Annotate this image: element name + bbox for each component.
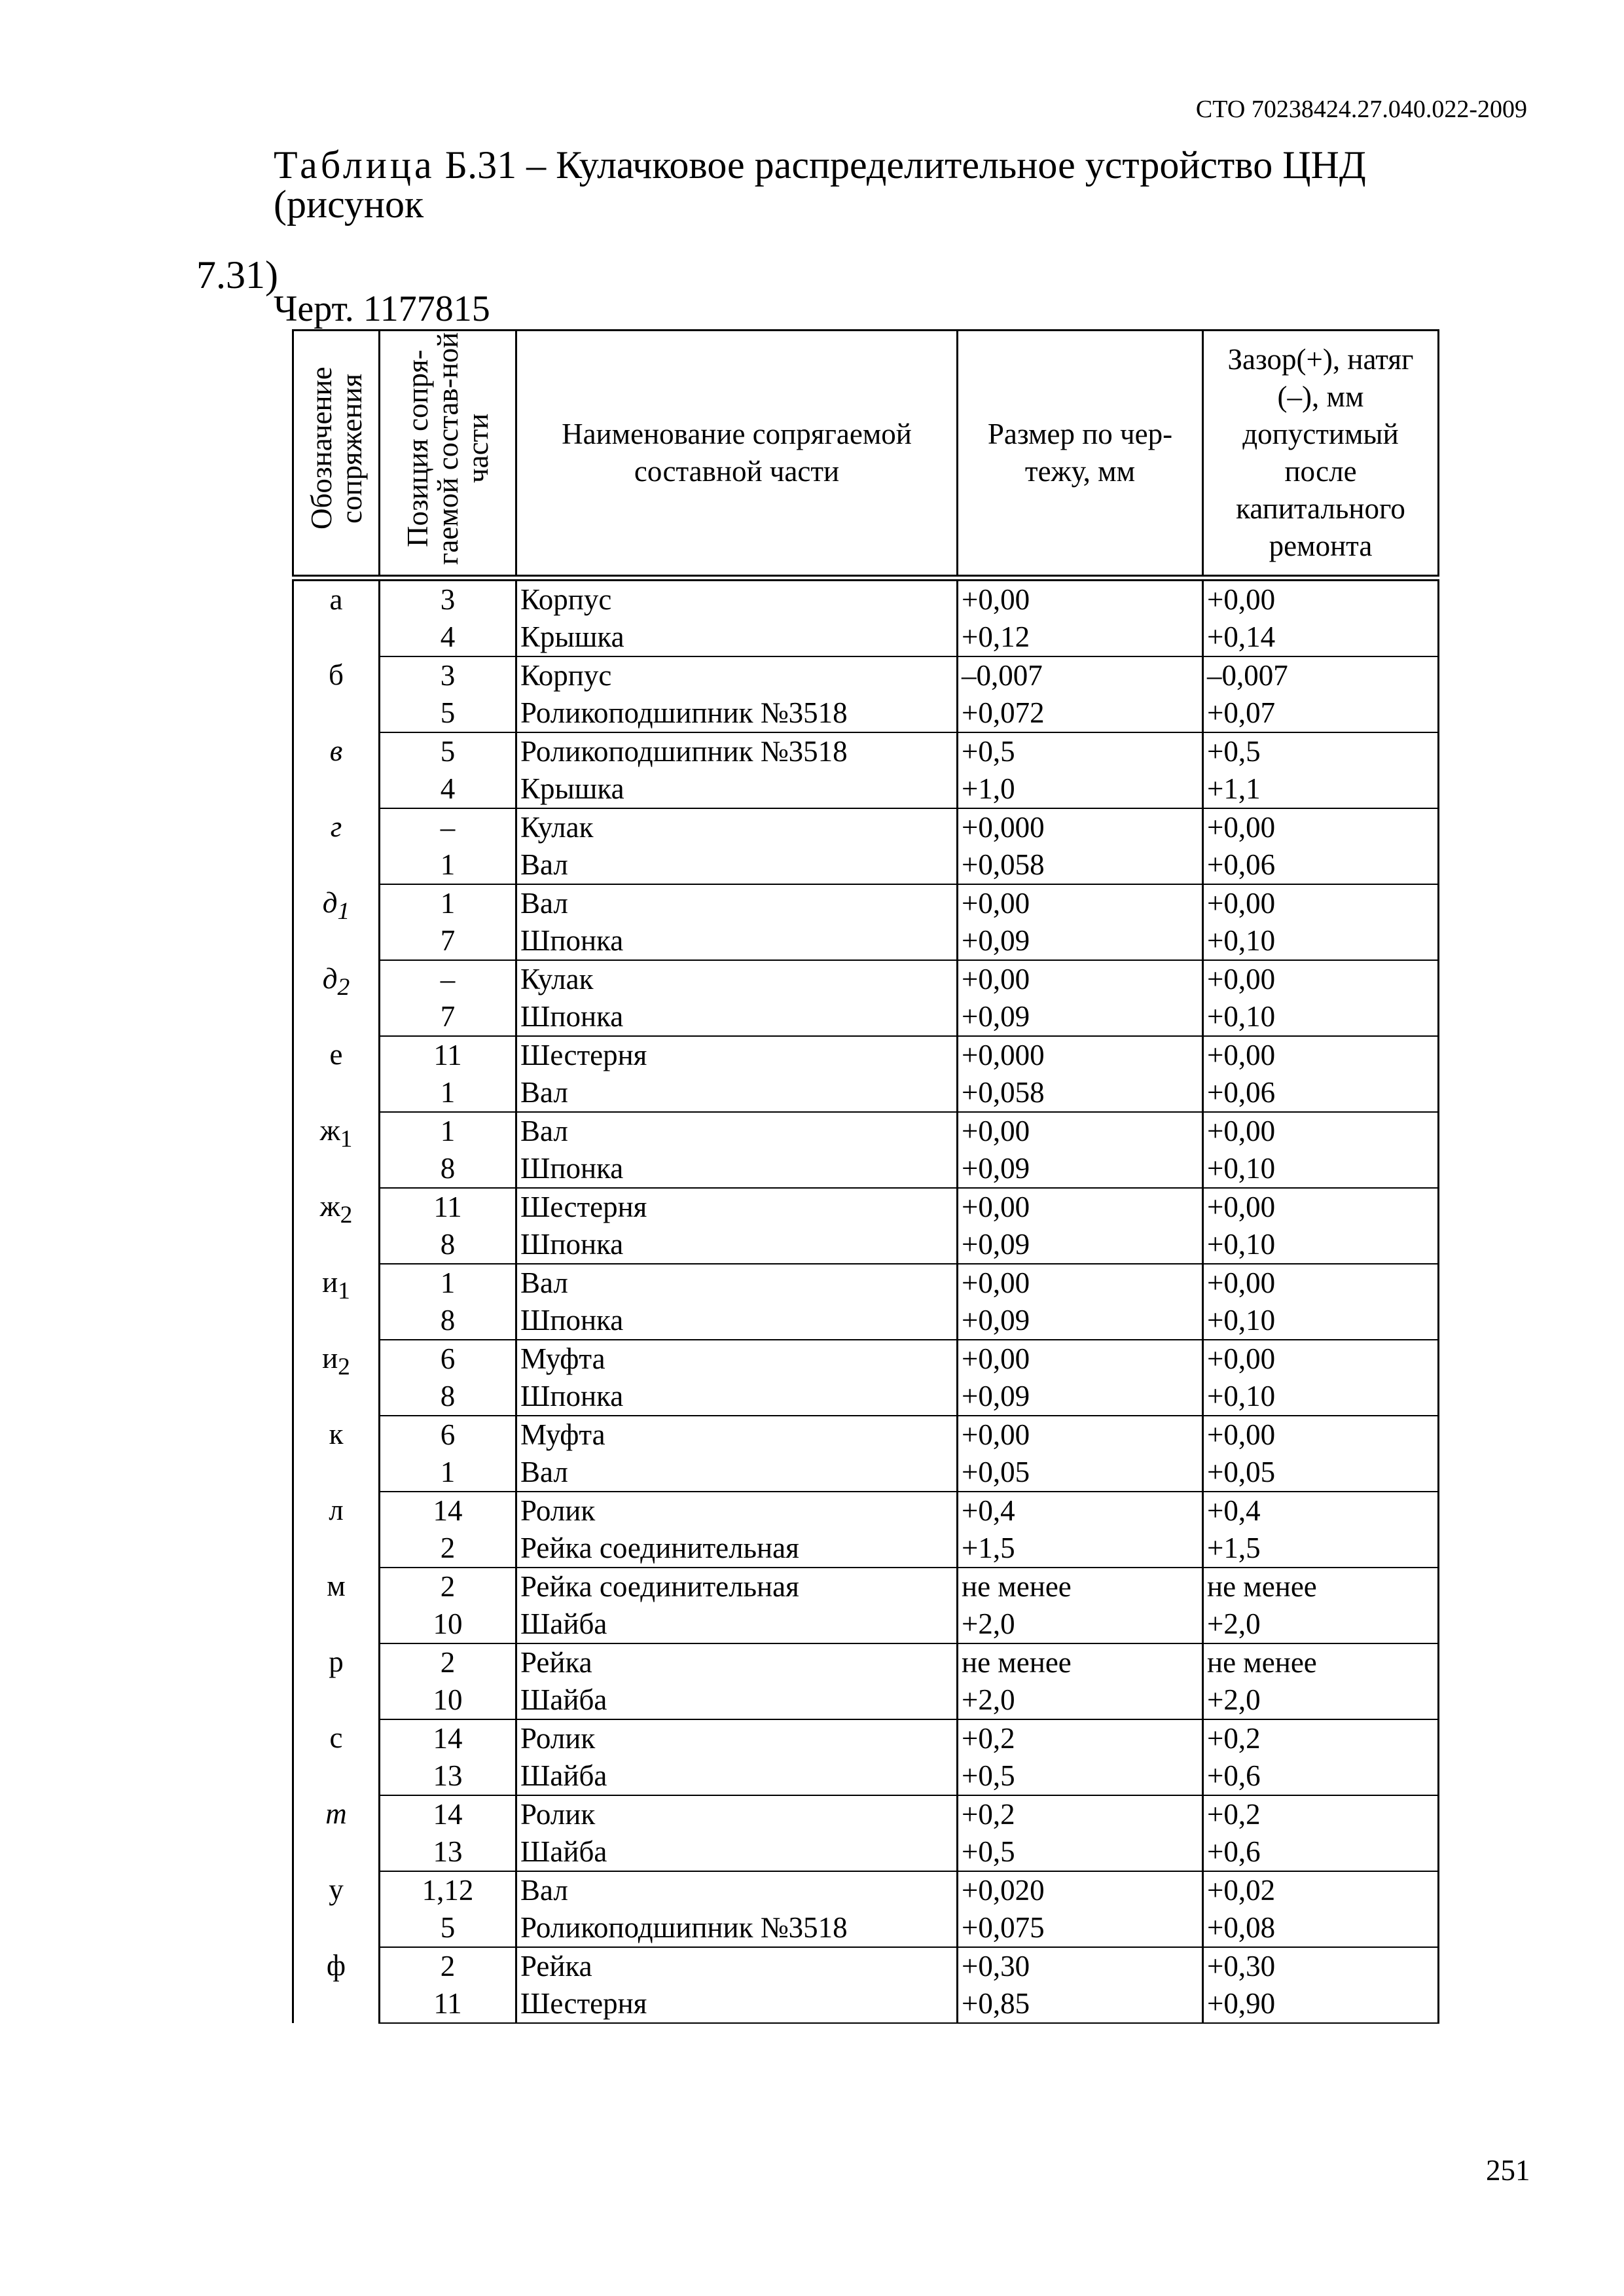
drawing-size-cell: +0,000 xyxy=(958,808,1203,846)
part-name-cell: Вал xyxy=(516,846,958,884)
position-cell: 6 xyxy=(380,1416,516,1454)
part-name-cell: Корпус xyxy=(516,656,958,694)
drawing-size-cell: +0,00 xyxy=(958,1188,1203,1226)
drawing-size-cell: +0,09 xyxy=(958,1302,1203,1340)
drawing-size-cell: +1,0 xyxy=(958,770,1203,808)
position-cell: 8 xyxy=(380,1226,516,1264)
header-designation: Обозначение сопряжения xyxy=(293,331,380,579)
drawing-size-cell: +0,09 xyxy=(958,998,1203,1036)
table-body xyxy=(293,578,1439,2023)
drawing-size-cell: +0,09 xyxy=(958,1150,1203,1188)
part-name-cell: Кулак xyxy=(516,808,958,846)
part-name-cell: Шпонка xyxy=(516,922,958,960)
position-cell: 6 xyxy=(380,1340,516,1378)
position-cell: 11 xyxy=(380,1188,516,1226)
clearance-cell: +0,2 xyxy=(1203,1795,1439,1833)
part-name-cell: Рейка xyxy=(516,1643,958,1681)
position-cell: 8 xyxy=(380,1150,516,1188)
clearance-cell: +0,02 xyxy=(1203,1871,1439,1909)
designation-cell: р xyxy=(293,1643,380,1719)
table-row xyxy=(293,808,1439,846)
clearance-cell: +0,14 xyxy=(1203,619,1439,656)
position-cell: 14 xyxy=(380,1795,516,1833)
header-clearance: Зазор(+), натяг (–), мм допустимый после капитального ремонта xyxy=(1203,331,1439,579)
clearance-cell: +0,2 xyxy=(1203,1719,1439,1757)
part-name-cell: Шестерня xyxy=(516,1985,958,2023)
part-name-cell: Ролик xyxy=(516,1719,958,1757)
part-name-cell: Вал xyxy=(516,884,958,922)
drawing-size-cell: +0,5 xyxy=(958,732,1203,770)
drawing-size-cell: +0,00 xyxy=(958,578,1203,619)
part-name-cell: Крышка xyxy=(516,770,958,808)
part-name-cell: Шестерня xyxy=(516,1036,958,1074)
table-row xyxy=(293,1757,1439,1795)
page-number: 251 xyxy=(1486,2154,1530,2187)
clearance-cell: +0,00 xyxy=(1203,808,1439,846)
part-name-cell: Шайба xyxy=(516,1681,958,1719)
drawing-size-cell: +0,2 xyxy=(958,1795,1203,1833)
designation-cell: м xyxy=(293,1568,380,1643)
caption-label: Таблица xyxy=(274,143,435,187)
designation-cell: к xyxy=(293,1416,380,1492)
clearance-cell: +0,00 xyxy=(1203,1036,1439,1074)
drawing-size-cell: +0,00 xyxy=(958,1416,1203,1454)
part-name-cell: Шпонка xyxy=(516,998,958,1036)
table-row xyxy=(293,1226,1439,1264)
position-cell: 1 xyxy=(380,1112,516,1150)
position-cell: – xyxy=(380,960,516,998)
part-name-cell: Муфта xyxy=(516,1340,958,1378)
designation-cell: а xyxy=(293,578,380,656)
table-row xyxy=(293,1833,1439,1871)
clearance-cell: +0,10 xyxy=(1203,998,1439,1036)
table-row xyxy=(293,1340,1439,1378)
clearance-cell: не менее xyxy=(1203,1643,1439,1681)
drawing-size-cell: +0,00 xyxy=(958,1112,1203,1150)
designation-cell: ф xyxy=(293,1947,380,2023)
designation-cell: т xyxy=(293,1795,380,1871)
clearance-cell: +0,5 xyxy=(1203,732,1439,770)
table-row xyxy=(293,1150,1439,1188)
drawing-size-cell: +0,020 xyxy=(958,1871,1203,1909)
clearance-cell: +0,10 xyxy=(1203,1302,1439,1340)
part-name-cell: Крышка xyxy=(516,619,958,656)
clearance-cell: +2,0 xyxy=(1203,1605,1439,1643)
drawing-size-cell: +0,00 xyxy=(958,960,1203,998)
part-name-cell: Роликоподшипник №3518 xyxy=(516,694,958,732)
position-cell: 5 xyxy=(380,1909,516,1947)
table-row xyxy=(293,1947,1439,1985)
clearance-cell: +0,4 xyxy=(1203,1492,1439,1530)
clearance-cell: +0,10 xyxy=(1203,922,1439,960)
clearance-cell: +0,10 xyxy=(1203,1378,1439,1416)
designation-cell: $и_2$ xyxy=(293,1340,380,1416)
clearance-cell: –0,007 xyxy=(1203,656,1439,694)
position-cell: 11 xyxy=(380,1985,516,2023)
drawing-size-cell: +0,09 xyxy=(958,922,1203,960)
table-row xyxy=(293,656,1439,694)
designation-cell: л xyxy=(293,1492,380,1568)
table-row xyxy=(293,960,1439,998)
part-name-cell: Шпонка xyxy=(516,1302,958,1340)
caption-title: Б.31 – Кулачковое распределительное устройство ЦНД (рисунок xyxy=(274,143,1366,226)
part-name-cell: Шпонка xyxy=(516,1150,958,1188)
position-cell: 1,12 xyxy=(380,1871,516,1909)
position-cell: 8 xyxy=(380,1302,516,1340)
part-name-cell: Шайба xyxy=(516,1605,958,1643)
table-row xyxy=(293,1568,1439,1605)
position-cell: 4 xyxy=(380,619,516,656)
part-name-cell: Корпус xyxy=(516,578,958,619)
part-name-cell: Шпонка xyxy=(516,1378,958,1416)
table-row xyxy=(293,1378,1439,1416)
designation-cell: с xyxy=(293,1719,380,1795)
designation-cell: е xyxy=(293,1036,380,1112)
table-row xyxy=(293,1036,1439,1074)
table-row xyxy=(293,1985,1439,2023)
table-row xyxy=(293,1643,1439,1681)
designation-cell: $д_2$ xyxy=(293,960,380,1036)
position-cell: 2 xyxy=(380,1530,516,1568)
drawing-size-cell: +0,5 xyxy=(958,1833,1203,1871)
clearance-cell: +0,00 xyxy=(1203,884,1439,922)
part-name-cell: Рейка xyxy=(516,1947,958,1985)
designation-cell: $д_1$ xyxy=(293,884,380,960)
table-row xyxy=(293,770,1439,808)
drawing-size-cell: +0,30 xyxy=(958,1947,1203,1985)
header-position: Позиция сопря-гаемой состав-ной части xyxy=(380,331,516,579)
clearance-cell: +0,00 xyxy=(1203,960,1439,998)
table-row xyxy=(293,1454,1439,1492)
position-cell: 1 xyxy=(380,1454,516,1492)
drawing-size-cell: +0,058 xyxy=(958,846,1203,884)
part-name-cell: Шайба xyxy=(516,1757,958,1795)
part-name-cell: Шестерня xyxy=(516,1188,958,1226)
drawing-size-cell: +2,0 xyxy=(958,1681,1203,1719)
clearance-cell: +0,07 xyxy=(1203,694,1439,732)
table-caption xyxy=(196,145,1519,295)
part-name-cell: Рейка соединительная xyxy=(516,1568,958,1605)
table-row xyxy=(293,578,1439,619)
table-row xyxy=(293,1302,1439,1340)
position-cell: 10 xyxy=(380,1605,516,1643)
drawing-size-cell: +0,058 xyxy=(958,1074,1203,1112)
part-name-cell: Вал xyxy=(516,1454,958,1492)
part-name-cell: Роликоподшипник №3518 xyxy=(516,1909,958,1947)
drawing-size-cell: не менее xyxy=(958,1568,1203,1605)
position-cell: 2 xyxy=(380,1643,516,1681)
position-cell: 13 xyxy=(380,1757,516,1795)
position-cell: 5 xyxy=(380,694,516,732)
clearance-cell: не менее xyxy=(1203,1568,1439,1605)
position-cell: 11 xyxy=(380,1036,516,1074)
drawing-size-cell: +0,00 xyxy=(958,884,1203,922)
clearance-cell: +0,05 xyxy=(1203,1454,1439,1492)
part-name-cell: Рейка соединительная xyxy=(516,1530,958,1568)
position-cell: 2 xyxy=(380,1568,516,1605)
header-part-name: Наименование сопрягаемой составной части xyxy=(516,331,958,579)
part-name-cell: Роликоподшипник №3518 xyxy=(516,732,958,770)
position-cell: 7 xyxy=(380,922,516,960)
table-row xyxy=(293,1795,1439,1833)
position-cell: – xyxy=(380,808,516,846)
drawing-size-cell: +2,0 xyxy=(958,1605,1203,1643)
designation-cell: $ж_1$ xyxy=(293,1112,380,1188)
drawing-size-cell: +0,85 xyxy=(958,1985,1203,2023)
table-row xyxy=(293,694,1439,732)
position-cell: 4 xyxy=(380,770,516,808)
drawing-size-cell: +0,12 xyxy=(958,619,1203,656)
clearance-cell: +0,6 xyxy=(1203,1757,1439,1795)
part-name-cell: Кулак xyxy=(516,960,958,998)
position-cell: 8 xyxy=(380,1378,516,1416)
table-row xyxy=(293,1909,1439,1947)
position-cell: 10 xyxy=(380,1681,516,1719)
position-cell: 14 xyxy=(380,1492,516,1530)
clearance-cell: +0,00 xyxy=(1203,1264,1439,1302)
drawing-size-cell: –0,007 xyxy=(958,656,1203,694)
drawing-size-cell: не менее xyxy=(958,1643,1203,1681)
table-row xyxy=(293,998,1439,1036)
clearance-cell: +0,00 xyxy=(1203,1112,1439,1150)
position-cell: 1 xyxy=(380,846,516,884)
part-name-cell: Вал xyxy=(516,1264,958,1302)
table-row xyxy=(293,1188,1439,1226)
table-row xyxy=(293,1871,1439,1909)
clearance-cell: +1,5 xyxy=(1203,1530,1439,1568)
position-cell: 3 xyxy=(380,578,516,619)
position-cell: 1 xyxy=(380,884,516,922)
drawing-size-cell: +1,5 xyxy=(958,1530,1203,1568)
clearance-cell: +0,06 xyxy=(1203,846,1439,884)
header-drawing-size: Размер по чер-тежу, мм xyxy=(958,331,1203,579)
part-name-cell: Ролик xyxy=(516,1492,958,1530)
position-cell: 5 xyxy=(380,732,516,770)
designation-cell: у xyxy=(293,1871,380,1947)
designation-cell: $и_1$ xyxy=(293,1264,380,1340)
table-row xyxy=(293,732,1439,770)
position-cell: 13 xyxy=(380,1833,516,1871)
table-row xyxy=(293,1605,1439,1643)
drawing-reference: Черт. 1177815 xyxy=(274,289,490,329)
clearance-cell: +0,00 xyxy=(1203,578,1439,619)
table-row xyxy=(293,1530,1439,1568)
designation-cell: г xyxy=(293,808,380,884)
caption-title-continued: 7.31) xyxy=(196,253,278,296)
position-cell: 7 xyxy=(380,998,516,1036)
part-name-cell: Шпонка xyxy=(516,1226,958,1264)
designation-cell: в xyxy=(293,732,380,808)
position-cell: 14 xyxy=(380,1719,516,1757)
drawing-size-cell: +0,2 xyxy=(958,1719,1203,1757)
clearance-cell: +0,10 xyxy=(1203,1150,1439,1188)
part-name-cell: Вал xyxy=(516,1112,958,1150)
drawing-size-cell: +0,072 xyxy=(958,694,1203,732)
position-cell: 1 xyxy=(380,1074,516,1112)
clearance-cell: +0,90 xyxy=(1203,1985,1439,2023)
table-row xyxy=(293,1112,1439,1150)
table-row xyxy=(293,1719,1439,1757)
position-cell: 2 xyxy=(380,1947,516,1985)
position-cell: 3 xyxy=(380,656,516,694)
table-row xyxy=(293,884,1439,922)
table-row xyxy=(293,1681,1439,1719)
table-row xyxy=(293,846,1439,884)
position-cell: 1 xyxy=(380,1264,516,1302)
drawing-size-cell: +0,4 xyxy=(958,1492,1203,1530)
clearance-cell: +0,6 xyxy=(1203,1833,1439,1871)
clearance-cell: +1,1 xyxy=(1203,770,1439,808)
drawing-size-cell: +0,09 xyxy=(958,1378,1203,1416)
table-row xyxy=(293,1492,1439,1530)
table-row xyxy=(293,619,1439,656)
clearance-cell: +0,00 xyxy=(1203,1340,1439,1378)
clearance-cell: +0,30 xyxy=(1203,1947,1439,1985)
drawing-size-cell: +0,00 xyxy=(958,1340,1203,1378)
drawing-size-cell: +0,000 xyxy=(958,1036,1203,1074)
table-row xyxy=(293,1074,1439,1112)
clearance-cell: +0,10 xyxy=(1203,1226,1439,1264)
clearance-cell: +0,06 xyxy=(1203,1074,1439,1112)
part-name-cell: Вал xyxy=(516,1074,958,1112)
table-row xyxy=(293,922,1439,960)
drawing-size-cell: +0,05 xyxy=(958,1454,1203,1492)
table-header-row xyxy=(293,331,1439,579)
table-row xyxy=(293,1264,1439,1302)
part-name-cell: Ролик xyxy=(516,1795,958,1833)
clearance-cell: +0,00 xyxy=(1203,1188,1439,1226)
clearance-cell: +0,08 xyxy=(1203,1909,1439,1947)
table-row xyxy=(293,1416,1439,1454)
drawing-size-cell: +0,09 xyxy=(958,1226,1203,1264)
drawing-size-cell: +0,00 xyxy=(958,1264,1203,1302)
document-code: СТО 70238424.27.040.022-2009 xyxy=(1195,96,1527,123)
part-name-cell: Шайба xyxy=(516,1833,958,1871)
part-name-cell: Муфта xyxy=(516,1416,958,1454)
drawing-size-cell: +0,075 xyxy=(958,1909,1203,1947)
drawing-size-cell: +0,5 xyxy=(958,1757,1203,1795)
mating-parts-table xyxy=(292,329,1439,2024)
designation-cell: б xyxy=(293,656,380,732)
clearance-cell: +2,0 xyxy=(1203,1681,1439,1719)
designation-cell: $ж_2$ xyxy=(293,1188,380,1264)
clearance-cell: +0,00 xyxy=(1203,1416,1439,1454)
part-name-cell: Вал xyxy=(516,1871,958,1909)
